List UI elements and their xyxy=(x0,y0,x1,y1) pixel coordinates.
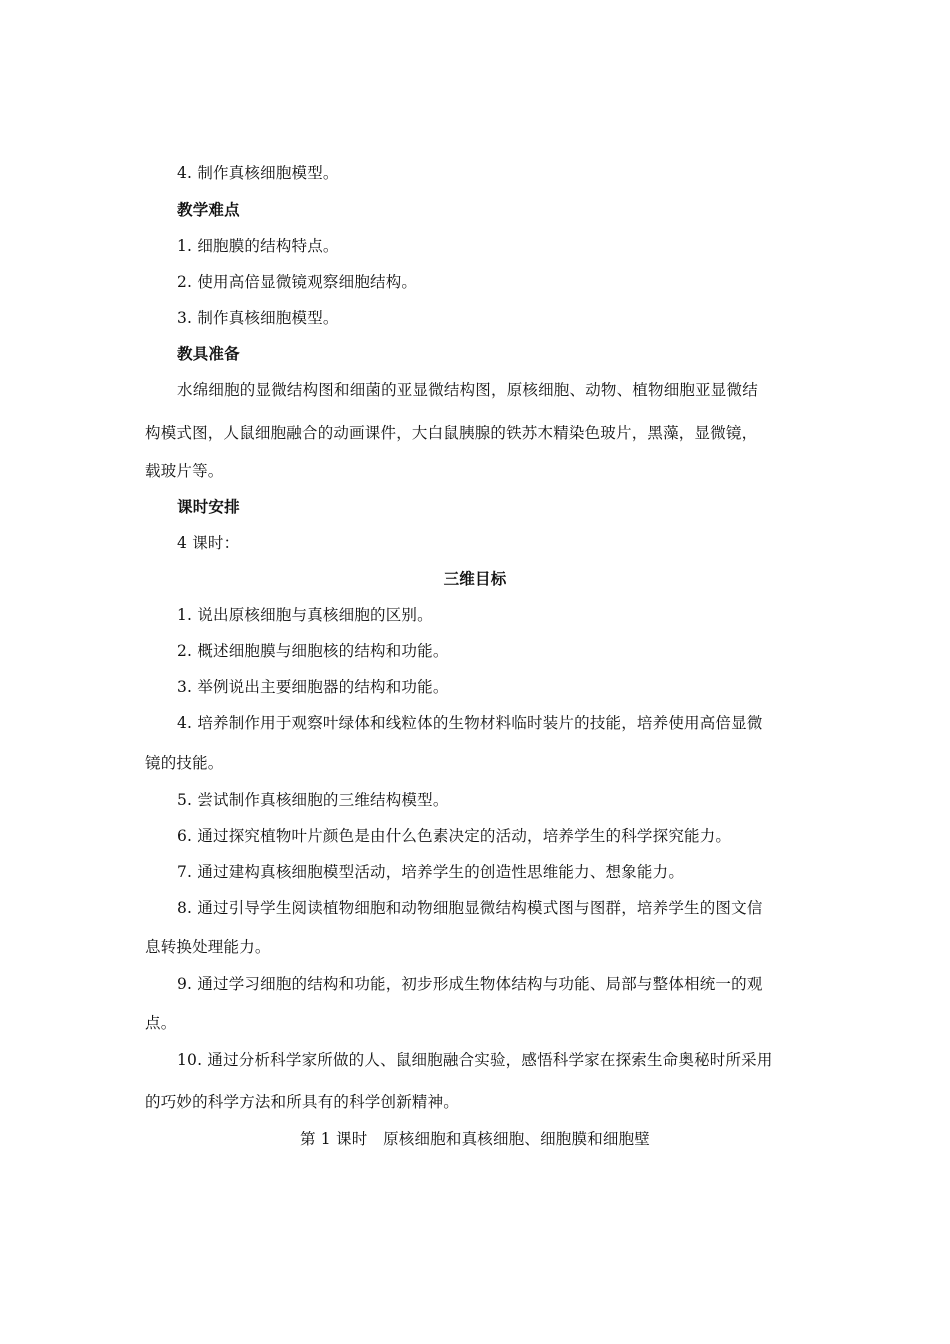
paragraph-goal-7: 7. 通过建构真核细胞模型活动，培养学生的创造性思维能力、想象能力。 xyxy=(177,863,685,881)
paragraph-teaching-aids-line-2: 构模式图，人鼠细胞融合的动画课件，大白鼠胰腺的铁苏木精染色玻片，黑藻，显微镜， xyxy=(145,424,758,442)
paragraph-key-point-4: 4. 制作真核细胞模型。 xyxy=(177,164,339,182)
paragraph-goal-8-line-1: 8. 通过引导学生阅读植物细胞和动物细胞显微结构模式图与图群，培养学生的图文信 xyxy=(177,899,763,917)
lesson-1-title: 第 1 课时 原核细胞和真核细胞、细胞膜和细胞壁 xyxy=(299,1130,651,1148)
paragraph-goal-9-line-2: 点。 xyxy=(145,1014,177,1032)
heading-class-schedule: 课时安排 xyxy=(177,497,240,516)
paragraph-difficulty-3: 3. 制作真核细胞模型。 xyxy=(177,309,339,327)
heading-teaching-difficulties: 教学难点 xyxy=(177,200,240,219)
heading-three-dimensional-goals: 三维目标 xyxy=(443,569,507,588)
paragraph-goal-5: 5. 尝试制作真核细胞的三维结构模型。 xyxy=(177,791,449,809)
paragraph-goal-10-line-2: 的巧妙的科学方法和所具有的科学创新精神。 xyxy=(145,1093,460,1111)
paragraph-goal-3: 3. 举例说出主要细胞器的结构和功能。 xyxy=(177,678,449,696)
paragraph-goal-6: 6. 通过探究植物叶片颜色是由什么色素决定的活动，培养学生的科学探究能力。 xyxy=(177,827,732,845)
paragraph-difficulty-2: 2. 使用高倍显微镜观察细胞结构。 xyxy=(177,273,418,291)
paragraph-goal-9-line-1: 9. 通过学习细胞的结构和功能，初步形成生物体结构与功能、局部与整体相统一的观 xyxy=(177,975,763,993)
paragraph-teaching-aids-line-3: 载玻片等。 xyxy=(145,462,224,480)
paragraph-difficulty-1: 1. 细胞膜的结构特点。 xyxy=(177,237,339,255)
paragraph-class-hours: 4 课时： xyxy=(177,534,240,552)
paragraph-teaching-aids-line-1: 水绵细胞的显微结构图和细菌的亚显微结构图，原核细胞、动物、植物细胞亚显微结 xyxy=(177,381,758,399)
paragraph-goal-8-line-2: 息转换处理能力。 xyxy=(145,938,271,956)
paragraph-goal-4-line-2: 镜的技能。 xyxy=(145,754,224,772)
paragraph-goal-2: 2. 概述细胞膜与细胞核的结构和功能。 xyxy=(177,642,449,660)
heading-teaching-aids: 教具准备 xyxy=(177,344,240,363)
paragraph-goal-1: 1. 说出原核细胞与真核细胞的区别。 xyxy=(177,606,433,624)
paragraph-goal-4-line-1: 4. 培养制作用于观察叶绿体和线粒体的生物材料临时装片的技能，培养使用高倍显微 xyxy=(177,714,763,732)
paragraph-goal-10-line-1: 10. 通过分析科学家所做的人、鼠细胞融合实验，感悟科学家在探索生命奥秘时所采用 xyxy=(177,1051,773,1069)
